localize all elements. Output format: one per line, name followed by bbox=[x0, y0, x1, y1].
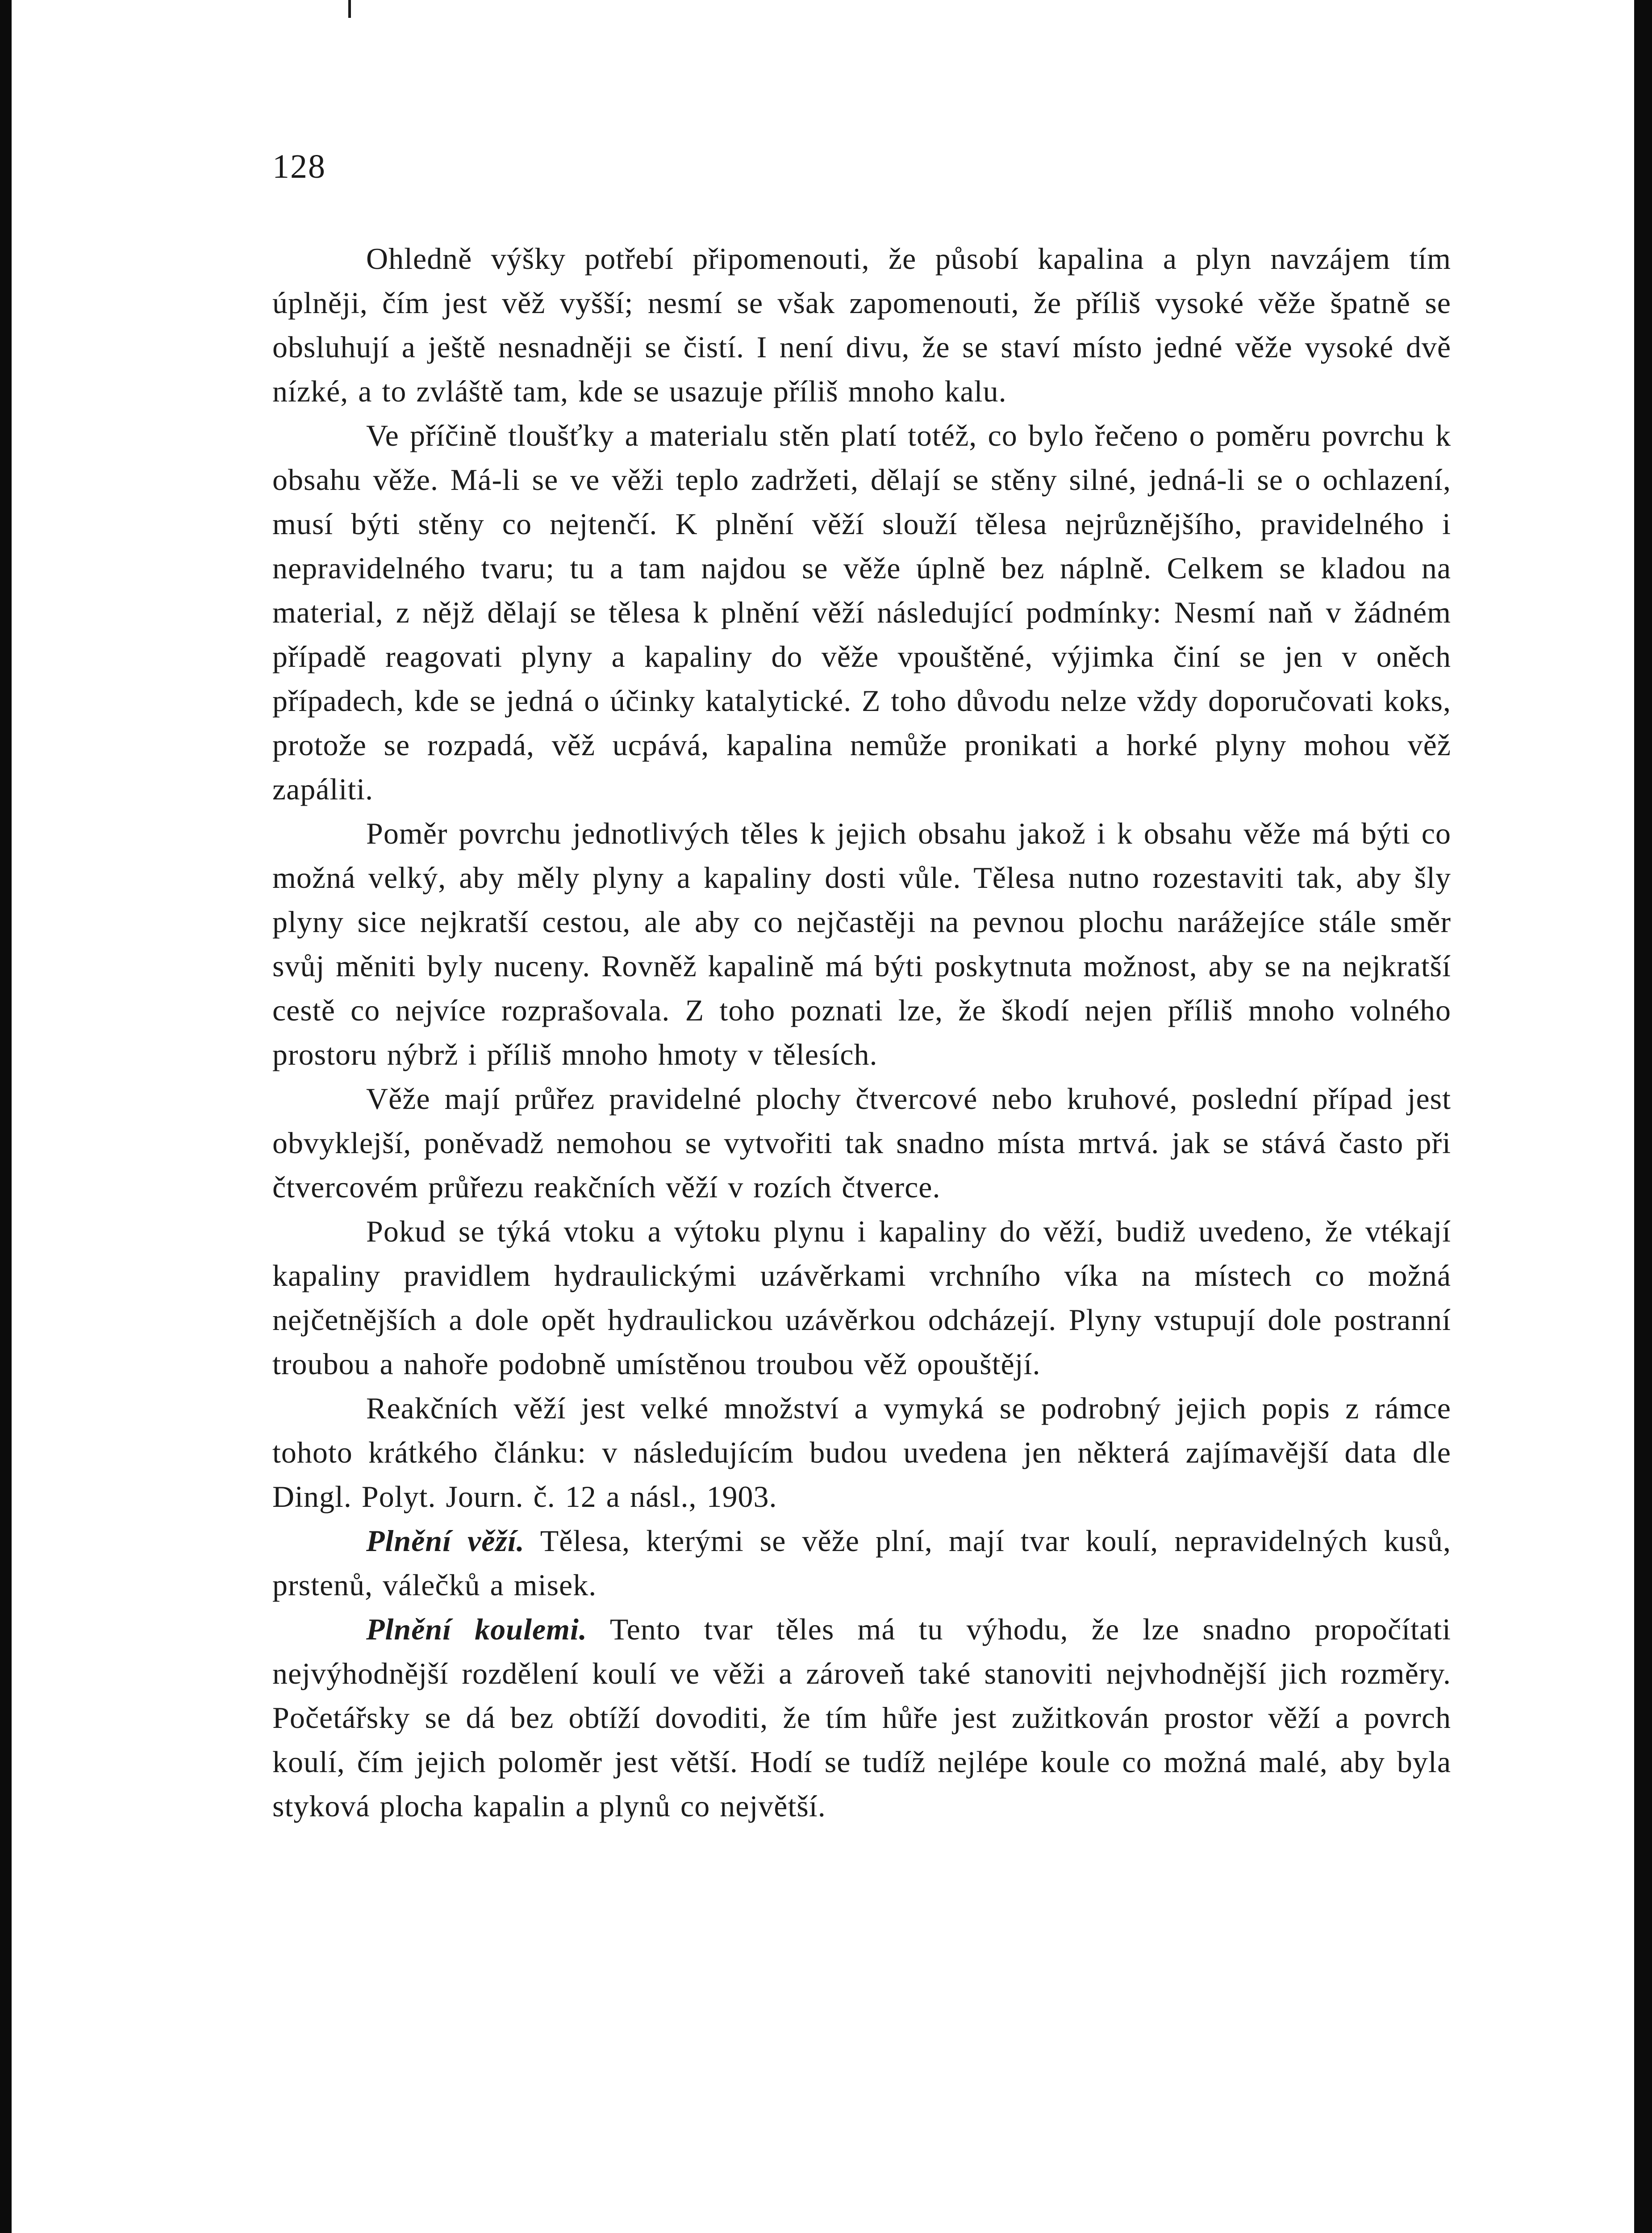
body-text bbox=[272, 237, 1451, 1828]
paragraph-text: Tento tvar těles má tu výhodu, že lze snadno propočítati nejvýhodnější rozdělení koulí ve věži a zároveň také stanoviti nejvhodnější jich rozměry. Početářsky se dá bez obtíží dovoditi, že tím hůře jest zužitkován prostor věží a povrch koulí, čím jejich poloměr jest větší. Hodí se tudíž nejlépe koule co možná malé, aby byla styková plocha kapalin a plynů co největší. bbox=[272, 1612, 1451, 1823]
paragraph: Ohledně výšky potřebí připomenouti, že působí kapalina a plyn navzájem tím úplněji, čím jest věž vyšší; nesmí se však zapomenouti, že příliš vysoké věže špatně se obsluhují a ještě nesnadněji se čistí. I není divu, že se staví místo jedné věže vysoké dvě nízké, a to zvláště tam, kde se usazuje příliš mnoho kalu. bbox=[272, 242, 1451, 408]
paragraph: Pokud se týká vtoku a výtoku plynu i kapaliny do věží, budiž uvedeno, že vtékají kapaliny pravidlem hydraulickými uzávěrkami vrchního víka na místech co možná nejčetnějších a dole opět hydraulickou uzávěrkou odcházejí. Plyny vstupují dole postranní troubou a nahoře podobně umístěnou troubou věž opouštějí. bbox=[272, 1214, 1451, 1381]
scan-border-right bbox=[1634, 0, 1652, 2233]
paragraph: Reakčních věží jest velké množství a vymyká se podrobný jejich popis z rámce tohoto krátkého článku: v následujícím budou uvedena jen některá zajímavější data dle Dingl. Polyt. Journ. č. 12 a násl., 1903. bbox=[272, 1391, 1451, 1514]
paragraph: Věže mají průřez pravidelné plochy čtvercové nebo kruhové, poslední případ jest obvyklejší, poněvadž nemohou se vytvořiti tak snadno místa mrtvá. jak se stává často při čtvercovém průřezu reakčních věží v rozích čtverce. bbox=[272, 1082, 1451, 1204]
scan-border-left bbox=[0, 0, 12, 2233]
section-heading: Plnění koulemi. bbox=[366, 1612, 587, 1646]
paragraph-plneni-koulemi bbox=[272, 1607, 1451, 1828]
page-number: 128 bbox=[272, 148, 326, 185]
paragraph-plneni-vezi bbox=[272, 1519, 1451, 1607]
section-heading: Plnění věží. bbox=[366, 1524, 525, 1558]
paragraph-text: Tělesa, kterými se věže plní, mají tvar koulí, nepravidelných kusů, prstenů, válečků a misek. bbox=[272, 1524, 1452, 1602]
paragraph: Ve příčině tloušťky a materialu stěn platí totéž, co bylo řečeno o poměru povrchu k obsahu věže. Má-li se ve věži teplo zadržeti, dělají se stěny silné, jedná-li se o ochlazení, musí býti stěny co nejtenčí. K plnění věží slouží tělesa nejrůznějšího, pravidelného i nepravidelného tvaru; tu a tam najdou se věže úplně bez náplně. Celkem se kladou na material, z nějž dělají se tělesa k plnění věží následující podmínky: Nesmí naň v žádném případě reagovati plyny a kapaliny do věže vpouštěné, výjimka činí se jen v oněch případech, kde se jedná o účinky katalytické. Z toho důvodu nelze vždy doporučovati koks, protože se rozpadá, věž ucpává, kapalina nemůže pronikati a horké plyny mohou věž zapáliti. bbox=[272, 418, 1451, 806]
scan-mark bbox=[348, 0, 351, 18]
paragraph: Poměr povrchu jednotlivých těles k jejich obsahu jakož i k obsahu věže má býti co možná velký, aby měly plyny a kapaliny dosti vůle. Tělesa nutno rozestaviti tak, aby šly plyny sice nejkratší cestou, ale aby co nejčastěji na pevnou plochu narážejíce stále směr svůj měniti byly nuceny. Rovněž kapalině má býti poskytnuta možnost, aby se na nejkratší cestě co nejvíce rozprašovala. Z toho poznati lze, že škodí nejen příliš mnoho volného prostoru nýbrž i příliš mnoho hmoty v tělesích. bbox=[272, 816, 1451, 1071]
